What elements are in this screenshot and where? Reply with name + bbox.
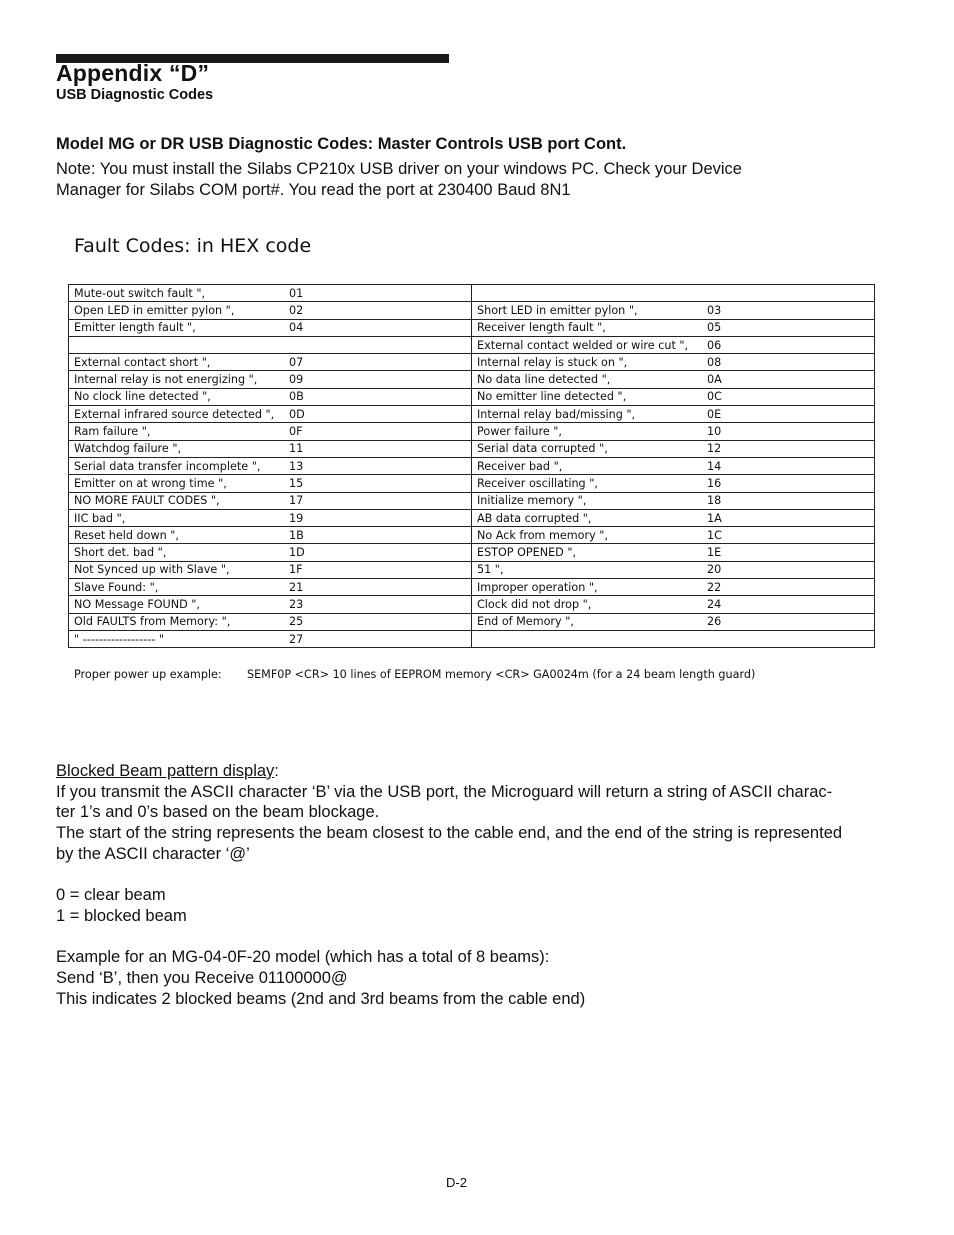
table-cell xyxy=(472,423,875,440)
fault-name: Open LED in emitter pylon ", xyxy=(74,303,235,317)
table-cell xyxy=(69,630,472,647)
fault-code: 27 xyxy=(289,632,304,646)
fault-name: Slave Found: ", xyxy=(74,580,159,594)
table-row xyxy=(69,561,875,578)
fault-code: 0F xyxy=(289,425,303,439)
table-cell xyxy=(472,544,875,561)
table-cell xyxy=(472,336,875,353)
example-send: Send ‘B’, then you Receive 01100000@ xyxy=(56,969,348,988)
blocked-beam-section xyxy=(56,761,886,1009)
table-cell xyxy=(69,285,472,302)
table-row xyxy=(69,406,875,423)
fault-name: Reset held down ", xyxy=(74,528,179,542)
fault-code: 1D xyxy=(289,546,305,560)
paragraph-line: The start of the string represents the beam closest to the cable end, and the end of the string is represented xyxy=(56,824,843,843)
fault-name: Initialize memory ", xyxy=(477,494,587,508)
table-cell xyxy=(472,492,875,509)
fault-name: Receiver length fault ", xyxy=(477,321,606,335)
table-cell xyxy=(472,475,875,492)
table-cell xyxy=(69,596,472,613)
fault-name: Internal relay is not energizing ", xyxy=(74,373,258,387)
fault-name: Improper operation ", xyxy=(477,580,598,594)
fault-name: No Ack from memory ", xyxy=(477,528,609,542)
fault-code: 08 xyxy=(707,355,722,369)
table-cell xyxy=(69,354,472,371)
fault-name: External contact short ", xyxy=(74,355,211,369)
fault-code: 25 xyxy=(289,615,304,629)
fault-code: 0B xyxy=(289,390,304,404)
fault-code: 21 xyxy=(289,580,304,594)
blank-line xyxy=(56,865,886,886)
table-cell xyxy=(69,388,472,405)
fault-code: 10 xyxy=(707,425,722,439)
fault-name: IIC bad ", xyxy=(74,511,126,525)
table-cell xyxy=(472,630,875,647)
fault-name: Serial data corrupted ", xyxy=(477,442,608,456)
fault-name: External infrared source detected ", xyxy=(74,407,275,421)
table-row xyxy=(69,527,875,544)
page-subtitle: USB Diagnostic Codes xyxy=(56,87,214,103)
table-cell xyxy=(472,406,875,423)
fault-code: 17 xyxy=(289,494,304,508)
heading-colon: : xyxy=(274,762,279,780)
fault-name: Ram failure ", xyxy=(74,425,151,439)
fault-name: Old FAULTS from Memory: ", xyxy=(74,615,231,629)
blocked-beam-heading xyxy=(56,761,886,782)
table-row xyxy=(69,457,875,474)
table-cell xyxy=(472,388,875,405)
fault-name: Power failure ", xyxy=(477,425,562,439)
fault-code: 11 xyxy=(289,442,304,456)
fault-name: No clock line detected ", xyxy=(74,390,211,404)
table-row xyxy=(69,492,875,509)
legend-clear: 0 = clear beam xyxy=(56,886,166,905)
table-cell xyxy=(69,492,472,509)
table-row xyxy=(69,336,875,353)
fault-code: 0E xyxy=(707,407,722,421)
fault-code: 05 xyxy=(707,321,722,335)
table-row xyxy=(69,596,875,613)
fault-code: 09 xyxy=(289,373,304,387)
fault-name: Receiver bad ", xyxy=(477,459,563,473)
fault-code: 15 xyxy=(289,476,304,490)
fault-name: External contact welded or wire cut ", xyxy=(477,338,689,352)
table-row xyxy=(69,423,875,440)
fault-name: Watchdog failure ", xyxy=(74,442,182,456)
table-cell xyxy=(69,509,472,526)
example-intro: Example for an MG-04-0F-20 model (which has a total of 8 beams): xyxy=(56,948,550,967)
fault-name: Emitter length fault ", xyxy=(74,321,196,335)
table-cell xyxy=(472,302,875,319)
note-line: Manager for Silabs COM port#. You read the port at 230400 Baud 8N1 xyxy=(56,181,571,199)
fault-codes-heading: Fault Codes: in HEX code xyxy=(74,235,312,257)
fault-code: 0D xyxy=(289,407,305,421)
fault-name: Not Synced up with Slave ", xyxy=(74,563,230,577)
fault-name: No data line detected ", xyxy=(477,373,611,387)
fault-code: 1E xyxy=(707,546,722,560)
fault-code: 1B xyxy=(289,528,304,542)
page-number: D-2 xyxy=(446,1175,467,1190)
page-title: Appendix “D” xyxy=(56,60,210,86)
fault-code: 22 xyxy=(707,580,722,594)
table-row xyxy=(69,579,875,596)
fault-code: 24 xyxy=(707,597,722,611)
power-up-label: Proper power up example: xyxy=(74,668,222,681)
fault-code: 06 xyxy=(707,338,722,352)
table-row xyxy=(69,544,875,561)
table-row xyxy=(69,388,875,405)
fault-name: NO MORE FAULT CODES ", xyxy=(74,494,220,508)
table-cell xyxy=(472,440,875,457)
table-cell xyxy=(472,371,875,388)
table-cell xyxy=(69,440,472,457)
fault-name: Short LED in emitter pylon ", xyxy=(477,303,638,317)
paragraph-line: If you transmit the ASCII character ‘B’ via the USB port, the Microguard will return a string of ASCII charac- xyxy=(56,782,833,801)
fault-code: 02 xyxy=(289,303,304,317)
table-cell xyxy=(69,302,472,319)
fault-code: 14 xyxy=(707,459,722,473)
table-cell xyxy=(69,613,472,630)
table-cell xyxy=(472,319,875,336)
table-cell xyxy=(69,561,472,578)
table-row xyxy=(69,285,875,302)
table-row xyxy=(69,354,875,371)
fault-code: 23 xyxy=(289,597,304,611)
table-cell xyxy=(69,406,472,423)
table-row xyxy=(69,630,875,647)
fault-name: End of Memory ", xyxy=(477,615,574,629)
fault-code: 20 xyxy=(707,563,722,577)
fault-name: Emitter on at wrong time ", xyxy=(74,476,227,490)
table-cell xyxy=(69,336,472,353)
table-row xyxy=(69,371,875,388)
paragraph-line: by the ASCII character ‘@’ xyxy=(56,844,250,863)
table-cell xyxy=(69,475,472,492)
example-result: This indicates 2 blocked beams (2nd and 3rd beams from the cable end) xyxy=(56,989,586,1008)
fault-name: Internal relay bad/missing ", xyxy=(477,407,636,421)
fault-code: 1C xyxy=(707,528,722,542)
table-cell xyxy=(472,613,875,630)
table-cell xyxy=(472,579,875,596)
blocked-beam-title: Blocked Beam pattern display xyxy=(56,762,275,780)
table-row xyxy=(69,509,875,526)
fault-code: 13 xyxy=(289,459,304,473)
fault-name: 51 ", xyxy=(477,563,504,577)
section-heading: Model MG or DR USB Diagnostic Codes: Master Controls USB port Cont. xyxy=(56,135,627,153)
fault-code: 0C xyxy=(707,390,722,404)
table-cell xyxy=(69,423,472,440)
fault-code: 19 xyxy=(289,511,304,525)
power-up-example xyxy=(74,668,755,681)
table-row xyxy=(69,302,875,319)
fault-name: No emitter line detected ", xyxy=(477,390,627,404)
fault-name: Receiver oscillating ", xyxy=(477,476,598,490)
legend-blocked: 1 = blocked beam xyxy=(56,906,187,925)
fault-code-table xyxy=(68,284,875,648)
paragraph-line: ter 1’s and 0’s based on the beam blockage. xyxy=(56,803,380,822)
fault-code: 07 xyxy=(289,355,304,369)
table-cell xyxy=(69,319,472,336)
fault-code: 0A xyxy=(707,373,722,387)
fault-name: NO Message FOUND ", xyxy=(74,597,200,611)
table-cell xyxy=(472,354,875,371)
note-line: Note: You must install the Silabs CP210x USB driver on your windows PC. Check your Device xyxy=(56,160,742,178)
fault-code: 1A xyxy=(707,511,722,525)
table-cell xyxy=(472,509,875,526)
table-cell xyxy=(472,561,875,578)
table-cell xyxy=(69,544,472,561)
fault-name: " ------------------ " xyxy=(74,632,165,646)
table-cell xyxy=(472,596,875,613)
driver-note xyxy=(56,159,906,201)
fault-code: 18 xyxy=(707,494,722,508)
table-cell xyxy=(472,285,875,302)
table-cell xyxy=(472,457,875,474)
table-row xyxy=(69,613,875,630)
fault-name: Clock did not drop ", xyxy=(477,597,592,611)
fault-name: ESTOP OPENED ", xyxy=(477,546,577,560)
fault-name: AB data corrupted ", xyxy=(477,511,592,525)
fault-name: Short det. bad ", xyxy=(74,546,167,560)
power-up-value: SEMF0P <CR> 10 lines of EEPROM memory <CR> GA0024m (for a 24 beam length guard) xyxy=(247,668,756,681)
table-cell xyxy=(69,457,472,474)
fault-code: 03 xyxy=(707,303,722,317)
table-row xyxy=(69,440,875,457)
fault-name: Serial data transfer incomplete ", xyxy=(74,459,261,473)
table-row xyxy=(69,475,875,492)
fault-name: Internal relay is stuck on ", xyxy=(477,355,628,369)
table-row xyxy=(69,319,875,336)
table-cell xyxy=(472,527,875,544)
fault-code: 16 xyxy=(707,476,722,490)
fault-code: 26 xyxy=(707,615,722,629)
table-cell xyxy=(69,527,472,544)
fault-code: 12 xyxy=(707,442,722,456)
table-cell xyxy=(69,371,472,388)
fault-code: 1F xyxy=(289,563,303,577)
table-cell xyxy=(69,579,472,596)
blank-line xyxy=(56,927,886,948)
fault-code: 04 xyxy=(289,321,304,335)
fault-name: Mute-out switch fault ", xyxy=(74,286,206,300)
fault-code: 01 xyxy=(289,286,304,300)
